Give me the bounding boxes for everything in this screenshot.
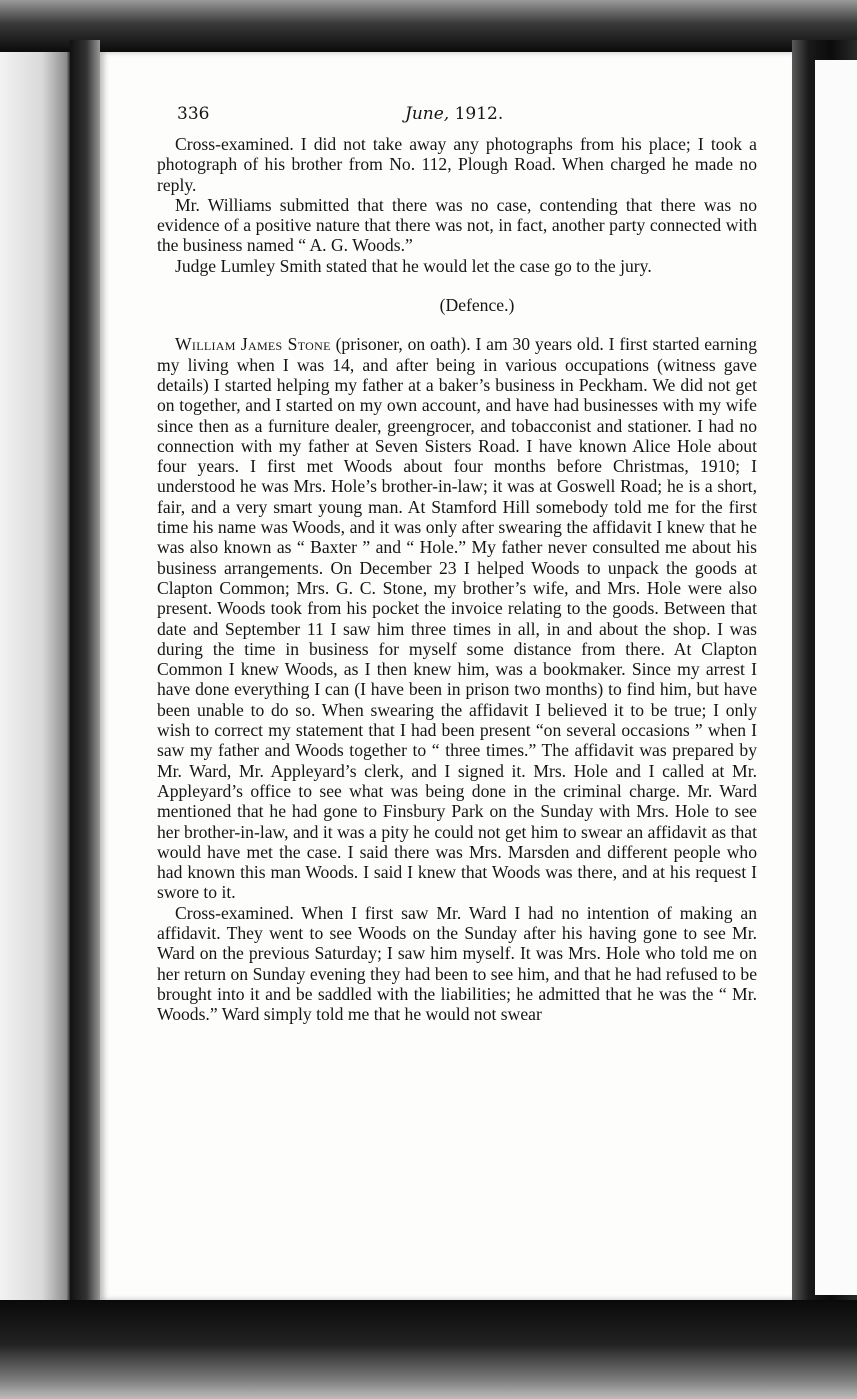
witness-name: William James Stone bbox=[175, 334, 331, 355]
paragraph-cross-examined-2: Cross-examined. When I first saw Mr. Ward I had no intention of making an affidavit. They went to see Woods on the Sunday after his having gone to see Mr. Ward on the previous Saturday; I saw him myself. It was Mrs. Hole who told me on her return on Sunday evening they had been to see him, and that he had refused to be brought into it and be saddled with the liabilities; he admitted that he was the “ Mr. Woods.” Ward simply told me that he would not swear bbox=[157, 902, 757, 1025]
testimony-text: (prisoner, on oath). I am 30 years old. I first started earning my living when I was 14, and after being in various occupations (witness gave details) I started helping my father at a baker’s business in Peckham. We did not get on together, and I started on my own account, and have had businesses with my wife since then as a furniture dealer, greengrocer, and tobacconist and stationer. I had no connection with my father at Seven Sisters Road. I have known Alice Hole about four years. I first met Woods about four months before Christmas, 1910; I understood he was Mrs. Hole’s brother-in-law; it was at Goswell Road; he is a short, fair, and a very smart young man. At Stamford Hill somebody told me for the first time his name was Woods, and it was only after swearing the affidavit I knew that he was also known as “ Baxter ” and “ Hole.” My father never consulted me about his business arrangements. On December 23 I helped Woods to unpack the goods at Clapton Common; Mrs. G. C. Stone, my brother’s wife, and Mrs. Hole were also present. Woods took from his pocket the invoice relating to the goods. Between that date and September 11 I saw him three times in all, in and about the shop. I was during the time in business for myself some distance from there. At Clapton Common I knew Woods, as I then knew him, was a bookmaker. Since my arrest I have done everything I can (I have been in prison two months) to find him, but have been unable to do so. When swearing the affidavit I believed it to be true; I only wish to correct my statement that I had been present “on several occasions ” when I saw my father and Woods together to “ three times.” The affidavit was prepared by Mr. Ward, Mr. Appleyard’s clerk, and I signed it. Mrs. Hole and I called at Mr. Appleyard’s office to see what was being done in the criminal charge. Mr. Ward mentioned that he had gone to Finsbury Park on the Sunday with Mrs. Hole to see her brother-in-law, and it was a pity he could not get him to swear an affidavit as that would have met the case. I said there was Mrs. Marsden and different people who had known this man Woods. I said I knew that Woods was there, and at his request I swore to it. bbox=[157, 334, 757, 903]
scan-bottom-border bbox=[0, 1300, 857, 1399]
header-year: 1912. bbox=[454, 104, 504, 124]
page-number: 336 bbox=[177, 104, 210, 124]
running-header bbox=[157, 100, 757, 134]
header-month: June, bbox=[405, 104, 450, 124]
paragraph-cross-examined-1: Cross-examined. I did not take away any photographs from his place; I took a photograph of his brother from No. 112, Plough Road. When charged he made no reply. bbox=[157, 134, 757, 195]
paragraph-mr-williams: Mr. Williams submitted that there was no case, contending that there was no evidence of a positive nature that there was not, in fact, another party connected with the business named “ A. G. Woods.” bbox=[157, 194, 757, 256]
paragraph-judge: Judge Lumley Smith stated that he would let the case go to the jury. bbox=[175, 255, 652, 276]
defence-heading: (Defence.) bbox=[439, 295, 515, 316]
scan-left-margin bbox=[0, 0, 70, 1399]
body-text bbox=[157, 134, 757, 1024]
paragraph-testimony bbox=[157, 334, 757, 902]
adjacent-page-edge bbox=[815, 60, 857, 1295]
book-gutter bbox=[70, 40, 100, 1320]
page-content bbox=[157, 100, 757, 1024]
header-date bbox=[405, 104, 503, 124]
scan-top-border bbox=[0, 0, 857, 52]
